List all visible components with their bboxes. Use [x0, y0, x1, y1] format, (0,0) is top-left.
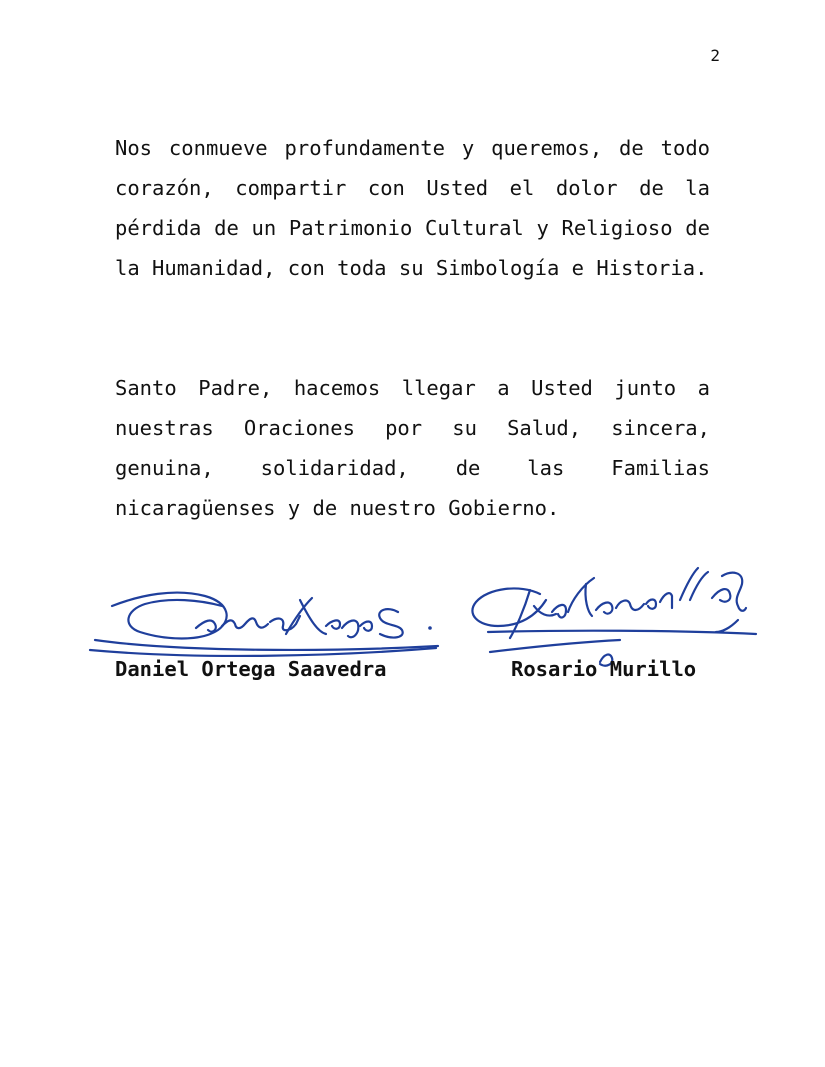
- signer-name-2: Rosario Murillo: [511, 657, 697, 681]
- signer-name-1: Daniel Ortega Saavedra: [115, 657, 387, 681]
- paragraph-1: Nos conmueve profundamente y queremos, de todo corazón, compartir con Usted el dolor de la pérdida de un Patrimonio Cultural y Religioso de la Humanidad, con toda su Simbología e Historia.: [115, 136, 710, 280]
- signature-rosario-murillo: [472, 568, 756, 666]
- page-number: 2: [710, 46, 720, 65]
- signature-daniel-ortega: [90, 593, 438, 656]
- paragraph-2: Santo Padre, hacemos llegar a Usted junto a nuestras Oraciones por su Salud, sincera, genuina, solidaridad, de las Familias nicaragüenses y de nuestro Gobierno.: [115, 376, 710, 520]
